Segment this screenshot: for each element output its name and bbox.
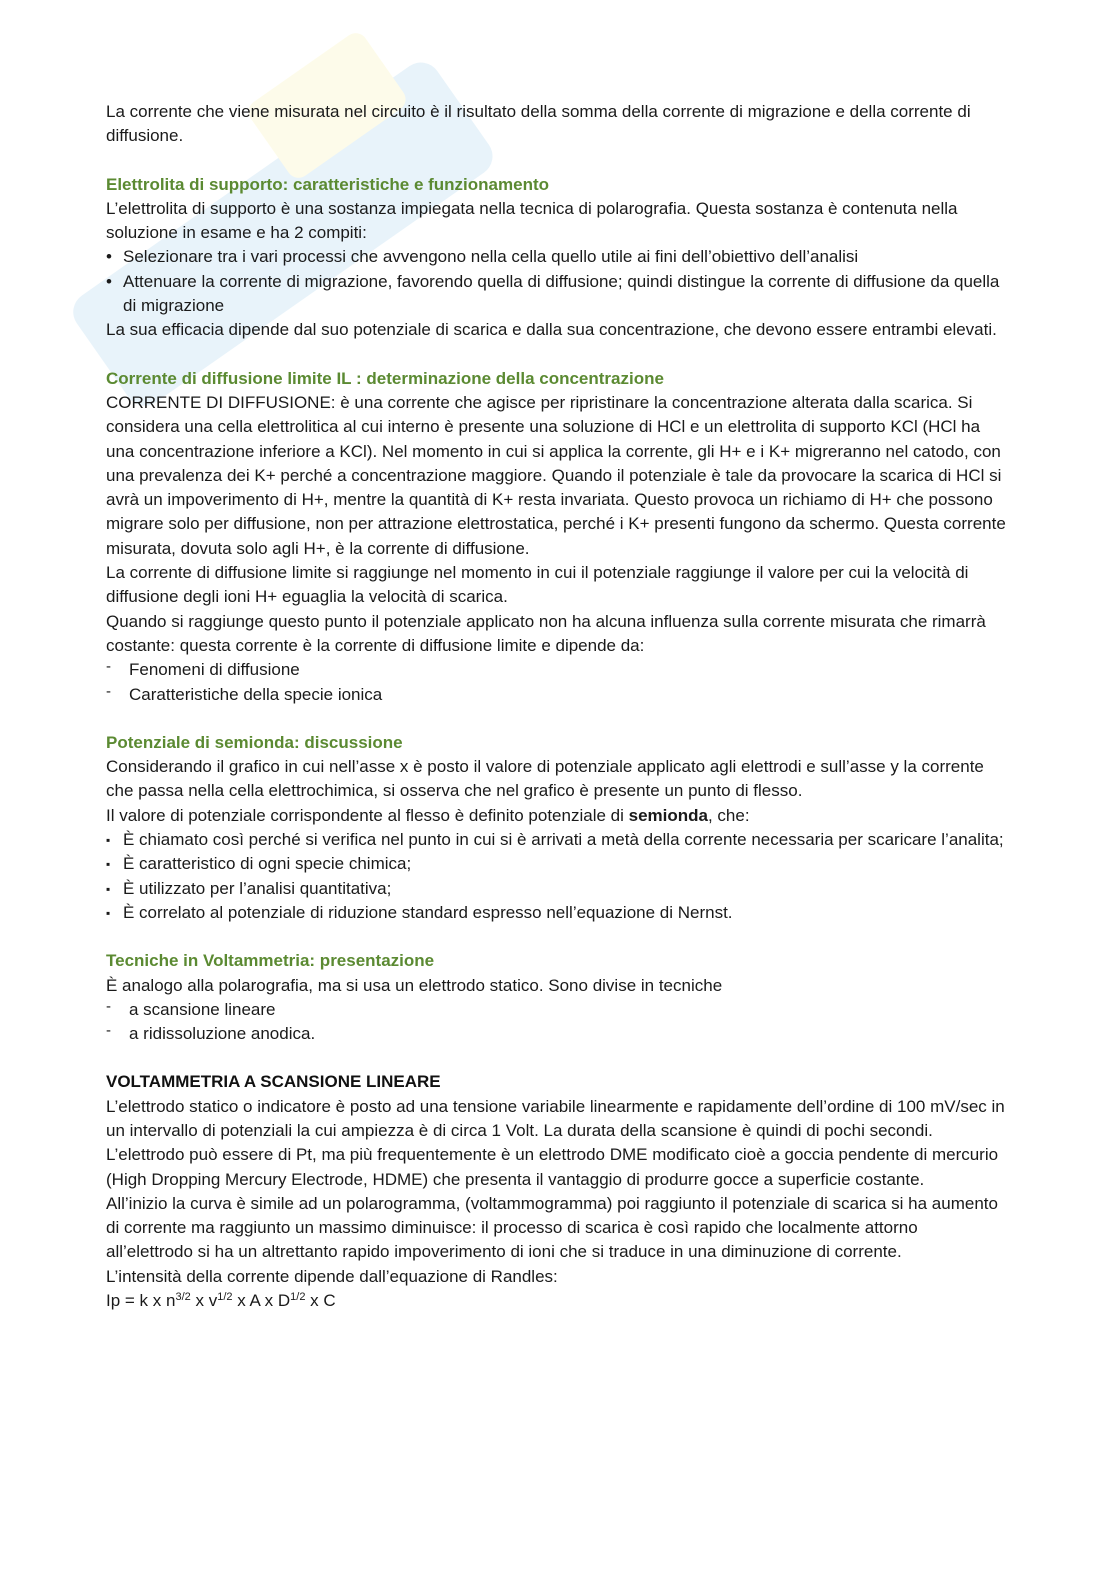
section-heading-corrente-diffusione: Corrente di diffusione limite IL : determinazione della concentrazione xyxy=(106,368,664,388)
list-item: • Selezionare tra i vari processi che avvengono nella cella quello utile ai fini dell’obiettivo dell’analisi xyxy=(106,245,1006,269)
list-item: - Fenomeni di diffusione xyxy=(106,658,1006,682)
document-page xyxy=(106,100,1006,1315)
dash-icon: - xyxy=(106,658,111,676)
paragraph: L’elettrolita di supporto è una sostanza impiegata nella tecnica di polarografia. Questa sostanza è contenuta nella soluzione in esame e ha 2 compiti: xyxy=(106,198,958,243)
paragraph: Il valore di potenziale corrispondente al flesso è definito potenziale di semionda, che: xyxy=(106,805,750,825)
paragraph: La sua efficacia dipende dal suo potenziale di scarica e dalla sua concentrazione, che devono essere entrambi elevati. xyxy=(106,320,997,340)
dash-list xyxy=(106,658,1006,707)
square-bullet-icon: ▪ xyxy=(106,833,111,848)
list-item: ▪ È correlato al potenziale di riduzione standard espresso nell’equazione di Nernst. xyxy=(106,901,1006,925)
paragraph: È analogo alla polarografia, ma si usa un elettrodo statico. Sono divise in tecniche xyxy=(106,975,723,995)
paragraph: CORRENTE DI DIFFUSIONE: è una corrente che agisce per ripristinare la concentrazione alterata dalla scarica. Si considera una cella elettrolitica al cui interno è presente una soluzione di HCl e un elettrolita di supporto KCl (HCl ha una concentrazione inferiore a KCl). Nel momento in cui si applica la corrente, gli H+ e i K+ migreranno nel catodo, con una prevalenza dei K+ perché a concentrazione maggiore. Quando il potenziale è tale da provocare la scarica di HCl si avrà un impoverimento di H+, mentre la quantità di K+ resta invariata. Questo provoca un richiamo di H+ che possono migrare solo per diffusione, non per attrazione elettrostatica, perché i K+ presenti fungono da schermo. Questa corrente misurata, dovuta solo agli H+, è la corrente di diffusione. xyxy=(106,392,1006,558)
dash-icon: - xyxy=(106,682,111,700)
section-heading-scansione-lineare: VOLTAMMETRIA A SCANSIONE LINEARE xyxy=(106,1072,441,1092)
paragraph: L’intensità della corrente dipende dall’equazione di Randles: xyxy=(106,1266,558,1286)
paragraph: La corrente di diffusione limite si raggiunge nel momento in cui il potenziale raggiunge il valore per cui la velocità di diffusione degli ioni H+ eguaglia la velocità di scarica. xyxy=(106,563,969,607)
paragraph: All’inizio la curva è simile ad un polarogramma, (voltammogramma) poi raggiunto il potenziale di scarica si ha aumento di corrente ma raggiunto un massimo diminuisce: il processo di scarica è così rapido che localmente attorno all’elettrodo si ha un altrettanto rapido impoverimento di ioni che si traduce in una diminuzione di corrente. xyxy=(106,1193,998,1262)
section-heading-voltammetria: Tecniche in Voltammetria: presentazione xyxy=(106,951,435,971)
list-item: ▪ È caratteristico di ogni specie chimica; xyxy=(106,852,1006,876)
list-item: ▪ È chiamato così perché si verifica nel punto in cui si è arrivati a metà della corrente necessaria per scaricare l’analita; xyxy=(106,828,1006,852)
intro-paragraph: La corrente che viene misurata nel circuito è il risultato della somma della corrente di migrazione e della corrente di diffusione. xyxy=(106,102,971,146)
square-bullet-icon: ▪ xyxy=(106,881,111,896)
randles-equation: Ip = k x $n^{3/2}$ x $v^{1/2}$ x A x $D^{1/2}$ x C xyxy=(106,1291,336,1311)
dash-icon: - xyxy=(106,1022,111,1040)
section-heading-semionda: Potenziale di semionda: discussione xyxy=(106,732,403,752)
bold-term: semionda xyxy=(628,805,708,825)
square-bullet-list xyxy=(106,828,1006,925)
list-item: ▪ È utilizzato per l’analisi quantitativa; xyxy=(106,877,1006,901)
list-item: - a scansione lineare xyxy=(106,998,1006,1022)
list-item: - Caratteristiche della specie ionica xyxy=(106,683,1006,707)
bullet-icon: • xyxy=(106,271,112,291)
square-bullet-icon: ▪ xyxy=(106,905,111,920)
paragraph: Considerando il grafico in cui nell’asse x è posto il valore di potenziale applicato agli elettrodi e sull’asse y la corrente che passa nella cella elettrochimica, si osserva che nel grafico è presente un punto di flesso. xyxy=(106,757,984,801)
list-item: • Attenuare la corrente di migrazione, favorendo quella di diffusione; quindi distingue la corrente di diffusione da quella di migrazione xyxy=(106,271,1000,316)
square-bullet-icon: ▪ xyxy=(106,857,111,872)
paragraph: Quando si raggiunge questo punto il potenziale applicato non ha alcuna influenza sulla corrente misurata che rimarrà costante: questa corrente è la corrente di diffusione limite e dipende da: xyxy=(106,611,986,655)
dash-list xyxy=(106,998,1006,1047)
dash-icon: - xyxy=(106,997,111,1015)
list-item: - a ridissoluzione anodica. xyxy=(106,1022,1006,1046)
section-heading-elettrolita: Elettrolita di supporto: caratteristiche e funzionamento xyxy=(106,174,549,194)
bullet-list xyxy=(106,245,1006,318)
bullet-icon: • xyxy=(106,247,112,267)
paragraph: L’elettrodo può essere di Pt, ma più frequentemente è un elettrodo DME modificato cioè a goccia pendente di mercurio (High Dropping Mercury Electrode, HDME) che presenta il vantaggio di produrre gocce a superficie costante. xyxy=(106,1145,999,1189)
paragraph: L’elettrodo statico o indicatore è posto ad una tensione variabile linearmente e rapidamente dell’ordine di 100 mV/sec in un intervallo di potenziali la cui ampiezza è di circa 1 Volt. La durata della scansione è quindi di pochi secondi. xyxy=(106,1096,1005,1140)
